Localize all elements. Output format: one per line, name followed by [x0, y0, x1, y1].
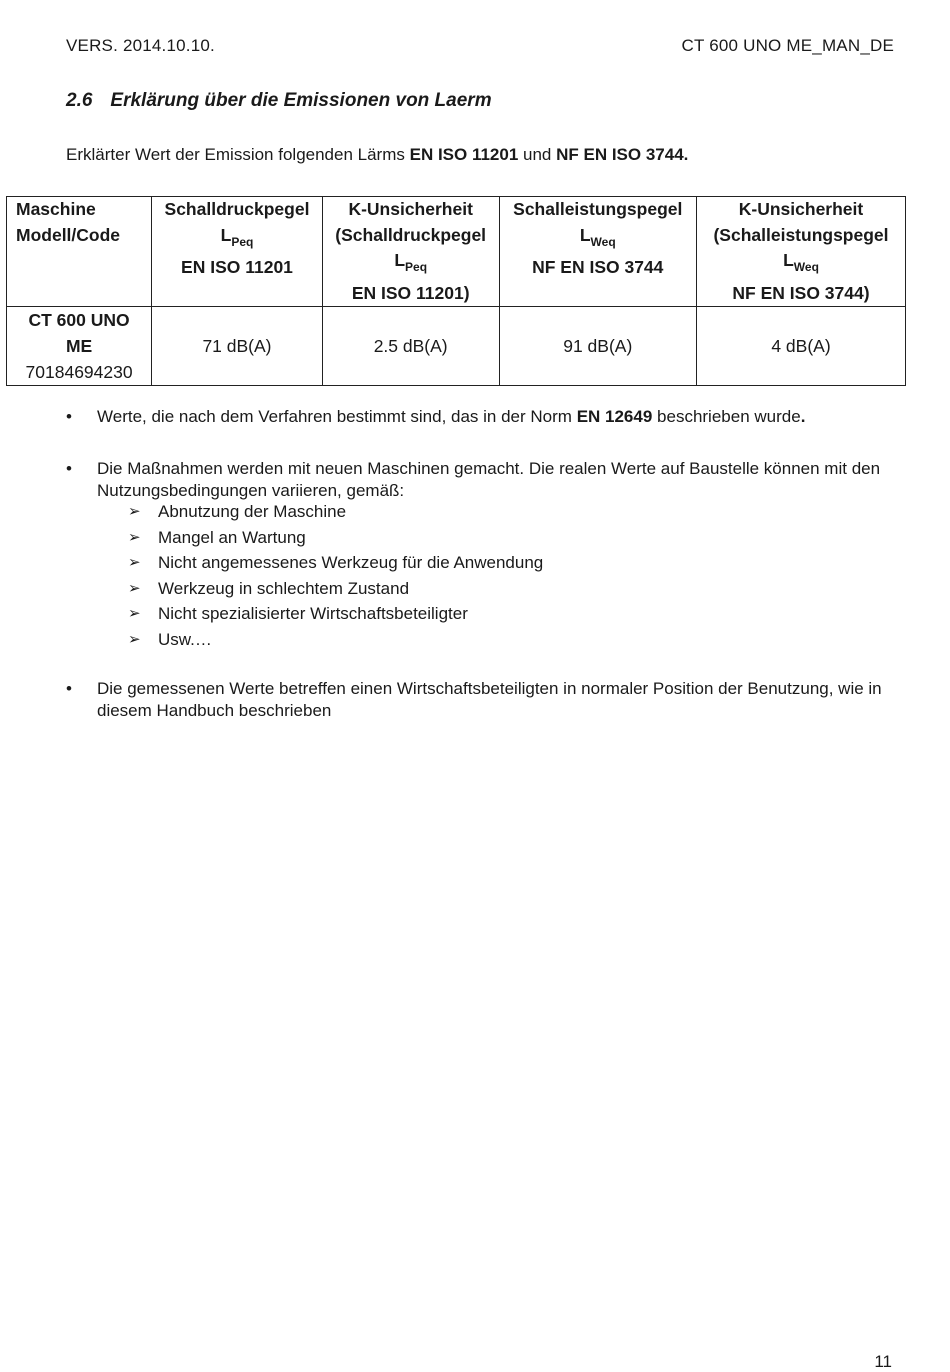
header-k-uncertainty-pressure [322, 197, 499, 307]
symbol-letter: L [783, 250, 794, 270]
symbol-letter: L [394, 250, 406, 270]
intro-standard-1: EN ISO 11201 [409, 145, 519, 164]
intro-text-join: und [518, 145, 557, 164]
intro-standard-2: NF EN ISO 3744. [556, 145, 689, 164]
symbol-subscript: Weq [793, 260, 819, 274]
section-title: Erklärung über die Emissionen von Laerm [110, 90, 492, 111]
header-k-uncertainty-power [697, 197, 906, 307]
header-symbol [152, 223, 322, 256]
symbol-letter: L [220, 224, 232, 245]
sub-list-text: Nicht spezialisierter Wirtschaftsbeteiligter [158, 604, 468, 623]
model-cell [7, 307, 152, 386]
symbol-letter: L [579, 224, 591, 245]
bullet-period: . [800, 407, 806, 426]
bullet-text: Die Maßnahmen werden mit neuen Maschinen gemacht. Die realen Werte auf Baustelle können mit den Nutzungsbedingungen variieren, gemäß: [97, 459, 881, 500]
value-k-uncertainty-pressure: 2.5 dB(A) [322, 307, 499, 386]
noise-emission-table [6, 196, 906, 386]
header-cell-line: Modell/Code [16, 224, 121, 245]
sub-list-text: Werkzeug in schlechtem Zustand [158, 579, 410, 598]
header-cell-line: K-Unsicherheit [738, 199, 864, 219]
sub-list-text: Mangel an Wartung [158, 528, 306, 547]
bullet-text-part: Werte, die nach dem Verfahren bestimmt sind, das in der Norm [97, 407, 577, 426]
arrow-bullet-icon: ➢ [128, 605, 141, 622]
arrow-bullet-icon: ➢ [128, 554, 141, 571]
bullet-standard: EN 12649 [576, 407, 653, 426]
value-sound-pressure: 71 dB(A) [152, 307, 323, 386]
header-cell-line: Maschine [16, 199, 96, 219]
sub-list-text: Nicht angemessenes Werkzeug für die Anwendung [158, 553, 544, 572]
bullet-icon: • [66, 407, 72, 426]
page-number: 11 [874, 1352, 892, 1371]
header-cell-line: EN ISO 11201 [181, 257, 293, 277]
header-cell-line: (Schalldruckpegel [335, 224, 487, 245]
table-header-row [7, 197, 906, 307]
header-symbol [697, 248, 905, 281]
header-symbol [323, 248, 499, 281]
header-cell-line: NF EN ISO 3744 [532, 257, 664, 277]
intro-paragraph [66, 145, 688, 165]
header-symbol [500, 223, 696, 256]
header-cell-line: Schalleistungspegel [513, 199, 683, 219]
header-model-code [7, 197, 152, 307]
symbol-subscript: Peq [405, 260, 428, 274]
model-name: CT 600 UNO [28, 310, 130, 330]
section-heading [66, 90, 492, 112]
header-sound-power [499, 197, 696, 307]
intro-text: Erklärter Wert der Emission folgenden Lärms [66, 145, 410, 164]
header-sound-pressure [152, 197, 323, 307]
header-cell-line: (Schalleistungspegel [713, 224, 889, 245]
section-number: 2.6 [66, 90, 93, 111]
header-doc-code: CT 600 UNO ME_MAN_DE [681, 36, 894, 55]
header-cell-line: K-Unsicherheit [348, 199, 473, 219]
header-version: VERS. 2014.10.10. [66, 36, 215, 55]
bullet-icon: • [66, 459, 72, 478]
arrow-bullet-icon: ➢ [128, 529, 141, 546]
header-cell-line: EN ISO 11201) [351, 282, 470, 303]
model-code: 70184694230 [25, 362, 133, 382]
bullet-icon: • [66, 679, 72, 698]
table-row [7, 307, 906, 386]
symbol-subscript: Weq [590, 234, 616, 249]
symbol-subscript: Peq [231, 234, 254, 249]
bullet-text: Die gemessenen Werte betreffen einen Wirtschaftsbeteiligten in normaler Position der Benutzung, wie in diesem Handbuch beschrieben [97, 679, 882, 720]
arrow-bullet-icon: ➢ [128, 503, 141, 520]
value-sound-power: 91 dB(A) [499, 307, 696, 386]
header-cell-line: NF EN ISO 3744) [732, 282, 870, 303]
bullet-text [97, 406, 917, 428]
value-k-uncertainty-power: 4 dB(A) [697, 307, 906, 386]
sub-list-text: Usw.… [158, 630, 212, 649]
sub-list-text: Abnutzung der Maschine [158, 502, 347, 521]
arrow-bullet-icon: ➢ [128, 631, 141, 648]
model-name-suffix: ME [65, 336, 93, 356]
header-cell-line: Schalldruckpegel [164, 199, 310, 219]
arrow-bullet-icon: ➢ [128, 580, 141, 597]
bullet-text-part: beschrieben wurde [652, 407, 801, 426]
